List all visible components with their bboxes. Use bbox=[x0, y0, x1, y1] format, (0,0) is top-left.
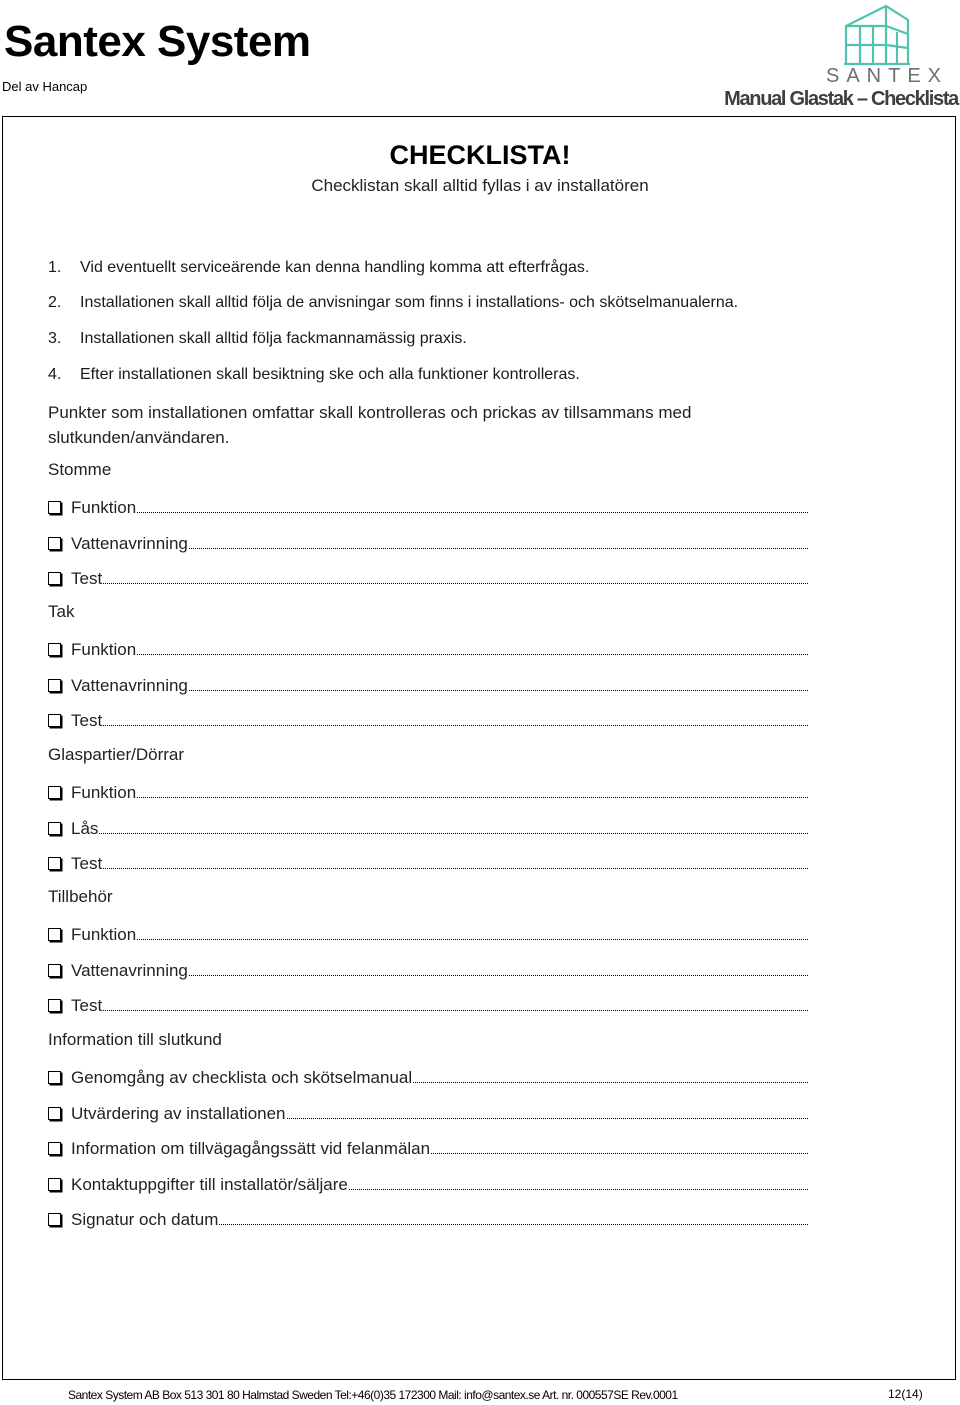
fill-in-line bbox=[189, 690, 808, 691]
rule-item bbox=[48, 294, 738, 312]
checklist-item-label: Genomgång av checklista och skötselmanual bbox=[71, 1068, 413, 1087]
document-title: Manual Glastak – Checklista bbox=[724, 88, 958, 110]
checklist-item-label: Vattenavrinning bbox=[71, 533, 188, 553]
fill-in-line bbox=[103, 868, 808, 869]
checklist-item bbox=[48, 1066, 808, 1088]
fill-in-line bbox=[189, 548, 808, 549]
fill-in-line bbox=[287, 1118, 808, 1119]
checklist-item-label: Signatur och datum bbox=[71, 1210, 219, 1229]
rule-item bbox=[48, 330, 467, 348]
checklist-item-label: Test bbox=[71, 996, 103, 1015]
fill-in-line bbox=[137, 797, 808, 798]
section-heading: Tillbehör bbox=[48, 887, 113, 906]
rule-item bbox=[48, 366, 580, 384]
rule-text: Installationen skall alltid följa fackmannamässig praxis. bbox=[80, 330, 467, 347]
checklist-item bbox=[48, 532, 808, 554]
checklist-item bbox=[48, 923, 808, 945]
page-title: CHECKLISTA! bbox=[389, 140, 571, 170]
checkbox-icon[interactable] bbox=[48, 1213, 61, 1226]
checklist-item bbox=[48, 496, 808, 518]
checkbox-icon[interactable] bbox=[48, 1178, 61, 1191]
checklist-item bbox=[48, 709, 808, 731]
checkbox-icon[interactable] bbox=[48, 643, 61, 656]
checklist-item-label: Funktion bbox=[71, 498, 137, 517]
checkbox-icon[interactable] bbox=[48, 572, 61, 585]
checkbox-icon[interactable] bbox=[48, 857, 61, 870]
rule-number: 1. bbox=[48, 259, 62, 276]
checkbox-icon[interactable] bbox=[48, 501, 61, 514]
section-heading: Tak bbox=[48, 602, 75, 621]
rule-text: Vid eventuellt serviceärende kan denna handling komma att efterfrågas. bbox=[80, 259, 590, 276]
checklist-item-label: Vattenavrinning bbox=[71, 675, 188, 695]
checklist-item bbox=[48, 959, 808, 981]
checklist-item bbox=[48, 567, 808, 589]
footer-address: Santex System AB Box 513 301 80 Halmstad Sweden Tel:+46(0)35 172300 Mail: info@santex.se Art. nr. 000557SE Rev.0001 bbox=[68, 1388, 678, 1402]
checklist-item-label: Funktion bbox=[71, 640, 137, 659]
rule-item bbox=[48, 259, 589, 277]
fill-in-line bbox=[103, 725, 808, 726]
checkbox-icon[interactable] bbox=[48, 822, 61, 835]
checklist-item-label: Test bbox=[71, 854, 103, 873]
checklist-item bbox=[48, 994, 808, 1016]
rule-number: 4. bbox=[48, 366, 62, 383]
fill-in-line bbox=[137, 654, 808, 655]
company-subtitle: Del av Hancap bbox=[2, 79, 88, 94]
checklist-item-label: Kontaktuppgifter till installatör/säljare bbox=[71, 1174, 348, 1194]
page-subtitle: Checklistan skall alltid fyllas i av installatören bbox=[311, 176, 649, 195]
checklist-item-label: Lås bbox=[71, 818, 99, 838]
checklist-item-label: Information om tillvägagångssätt vid felanmälan bbox=[71, 1139, 431, 1158]
fill-in-line bbox=[137, 939, 808, 940]
fill-in-line bbox=[137, 512, 808, 513]
checklist-item bbox=[48, 674, 808, 696]
page-number: 12(14) bbox=[888, 1387, 923, 1401]
checklist-item bbox=[48, 817, 808, 839]
fill-in-line bbox=[413, 1082, 808, 1083]
checklist-item-label: Vattenavrinning bbox=[71, 960, 188, 980]
checklist-item-label: Test bbox=[71, 569, 103, 588]
checklist-item bbox=[48, 1102, 808, 1124]
checklist-item bbox=[48, 781, 808, 803]
fill-in-line bbox=[99, 833, 808, 834]
fill-in-line bbox=[349, 1189, 808, 1190]
fill-in-line bbox=[219, 1224, 808, 1225]
checkbox-icon[interactable] bbox=[48, 1142, 61, 1155]
checkbox-icon[interactable] bbox=[48, 679, 61, 692]
section-heading: Information till slutkund bbox=[48, 1030, 222, 1049]
fill-in-line bbox=[103, 1010, 808, 1011]
brand-name: SANTEX bbox=[826, 65, 949, 87]
fill-in-line bbox=[103, 583, 808, 584]
checkbox-icon[interactable] bbox=[48, 537, 61, 550]
rule-text: Efter installationen skall besiktning ske och alla funktioner kontrolleras. bbox=[80, 366, 580, 383]
checklist-item-label: Test bbox=[71, 711, 103, 730]
checkbox-icon[interactable] bbox=[48, 714, 61, 727]
checkbox-icon[interactable] bbox=[48, 964, 61, 977]
checklist-item bbox=[48, 638, 808, 660]
instruction-text: Punkter som installationen omfattar skall kontrolleras och prickas av tillsammans med slutkunden/användaren. bbox=[48, 403, 692, 447]
checklist-item bbox=[48, 1137, 808, 1159]
checkbox-icon[interactable] bbox=[48, 1071, 61, 1084]
glasshouse-logo-icon bbox=[842, 4, 912, 66]
checklist-item bbox=[48, 852, 808, 874]
checklist-item-label: Utvärdering av installationen bbox=[71, 1103, 286, 1123]
section-heading: Stomme bbox=[48, 460, 112, 479]
rule-text: Installationen skall alltid följa de anvisningar som finns i installations- och skötselmanualerna. bbox=[80, 294, 739, 311]
company-name: Santex System bbox=[4, 17, 311, 66]
checklist-item-label: Funktion bbox=[71, 925, 137, 944]
checkbox-icon[interactable] bbox=[48, 786, 61, 799]
checkbox-icon[interactable] bbox=[48, 999, 61, 1012]
rule-number: 3. bbox=[48, 330, 62, 347]
section-heading: Glaspartier/Dörrar bbox=[48, 745, 185, 764]
checklist-item bbox=[48, 1208, 808, 1230]
checklist-item bbox=[48, 1173, 808, 1195]
fill-in-line bbox=[189, 975, 808, 976]
fill-in-line bbox=[431, 1153, 808, 1154]
checklist-item-label: Funktion bbox=[71, 783, 137, 802]
checkbox-icon[interactable] bbox=[48, 1107, 61, 1120]
rule-number: 2. bbox=[48, 294, 62, 311]
checkbox-icon[interactable] bbox=[48, 928, 61, 941]
